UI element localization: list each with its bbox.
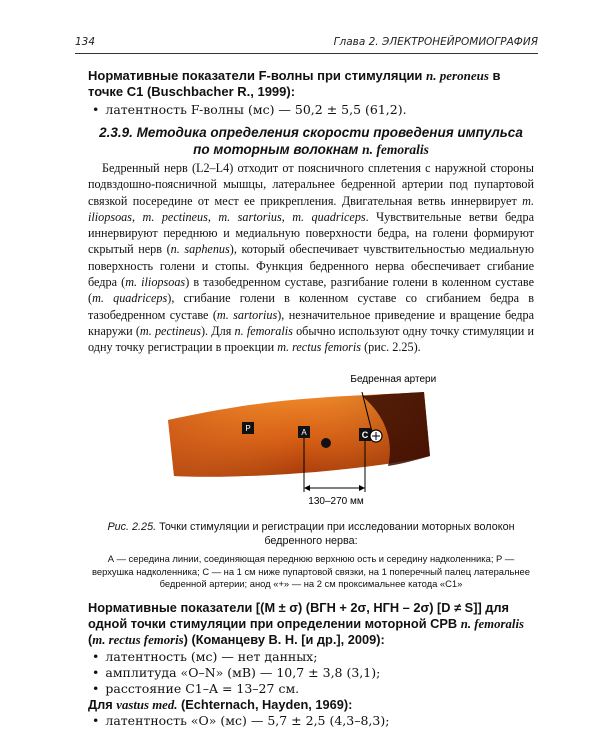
measure-label: 130–270 мм [308,496,364,507]
marker-a-label: A [301,428,307,437]
norm2-sub-bullet: • латентность «O» (мс) — 5,7 ± 2,5 (4,3–8,3); [88,713,534,729]
marker-c-label: C [361,430,369,440]
chapter-title: Глава 2. ЭЛЕКТРОНЕЙРОМИОГРАФИЯ [333,36,538,48]
figure-caption: Рис. 2.25. Точки стимуляции и регистрации при исследовании моторных волокон бедренного нерва: [107,521,515,547]
artery-label: Бедренная артерия [350,374,436,385]
norm-title: Нормативные показатели F-волны при стимуляции n. peroneus в точке C1 (Buschbacher R., 1999): [88,68,501,99]
norm2-list [88,649,534,697]
running-header [75,36,538,52]
body-paragraph: Бедренный нерв (L2–L4) отходит от поясничного сплетения с наружной стороны подвздошно-поясничной мышцы, латеральнее бедренной артерии под пупартовой связкой посередине от мест ее прикрепления. Двигательная ветвь иннервирует m. iliopsoas, m. pectineus, m. sartorius, m. quadriceps. Чувствительные ветви бедра иннервируют переднюю и медиальную поверхности бедра, на голени формируют скрытый нерв (n. saphenus), который обеспечивает чувствительностью медиальную поверхность голени и стопы. Функция бедренного нерва обеспечивает сгибание бедра (m. iliopsoas) в тазобедренном суставе, разгибание голени в коленном суставе (m. quadriceps), сгибание голени в коленном суставе со сгибанием бедра в тазобедренном суставе (m. sartorius), незначительное приведение и вращение бедра кнаружи (m. pectineus). Для n. femoralis обычно используют одну точку стимуляции и одну точку регистрации в проекции m. rectus femoris (рис. 2.25). [88,161,535,355]
norm2-bullet: • латентность (мс) — нет данных; [88,649,534,665]
norm2-bullet: • расстояние C1–A = 13–27 см. [88,681,534,697]
norm-bullet: • латентность F-волны (мс) — 50,2 ± 5,5 (61,2). [88,102,534,118]
norm-block-femoralis [88,600,534,729]
figure-leg-stimulation [166,372,436,517]
norm-block-f-wave [88,68,534,118]
norm2-subtitle: Для vastus med. (Echternach, Hayden, 1969): [88,696,353,712]
marker-minus [321,438,331,448]
figure-legend: А — середина линии, соединяющая переднюю верхнюю ость и середину надколенника; Р — верхушка надколенника; С — на 1 см ниже пупартовой связки, на 1 поперечный палец латеральнее бедренной артерии; анод «+» — на 2 см проксимальнее катода «С1» [92,553,530,590]
page-number: 134 [75,36,96,48]
norm2-bullet: • амплитуда «O–N» (мВ) — 10,7 ± 3,8 (3,1); [88,665,534,681]
header-rule [75,53,538,54]
marker-p-label: P [245,424,251,433]
norm2-title: Нормативные показатели [(M ± σ) (ВГН + 2σ, НГН – 2σ) [D ≠ S]] для одной точки стимуляции при определении моторной СРВ n. femoralis (m. rectus femoris) (Команцеву В. Н. [и др.], 2009): [88,600,524,647]
section-title: 2.3.9. Методика определения скорости проведения импульса по моторным волокнам n. femoralis [99,125,523,157]
leg-illustration [166,372,436,517]
